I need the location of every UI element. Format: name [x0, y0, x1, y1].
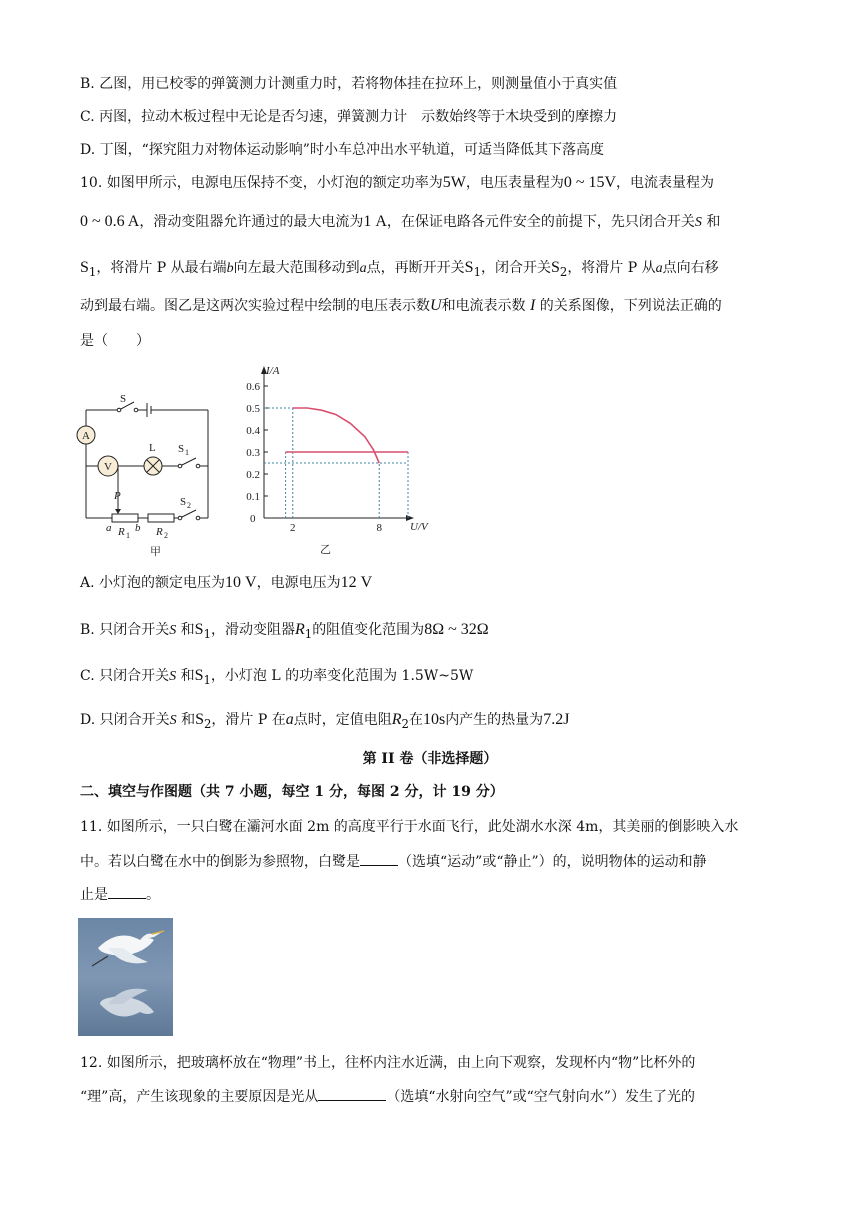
q12-line1: 12. 如图所示，把玻璃杯放在“物理”书上，往杯内注水近满，由上向下观察，发现杯内“物”比杯外的: [80, 1055, 696, 1071]
y-tick-label: 0.5: [246, 403, 260, 415]
egret-photo: [78, 918, 173, 1036]
x-tick-label: 2: [290, 522, 296, 534]
label-r2-sub: 2: [164, 531, 168, 540]
circuit-caption: 甲: [150, 545, 161, 558]
q10-line3: $S_1$，将滑片 P 从最右端b向左最大范围移动到a点，再断开开关$S_1$，闭合开关$S_2$，将滑片 P 从a点向右移: [80, 259, 719, 279]
answer-blank[interactable]: [360, 852, 398, 866]
y-axis-label: I/A: [266, 365, 280, 377]
q10-line5: 是（ ）: [80, 333, 150, 349]
q9-option-b: B. 乙图，用已校零的弹簧测力计测重力时，若将物体挂在拉环上，则测量值小于真实值: [80, 76, 618, 92]
label-s1-sub: 1: [185, 448, 189, 457]
q10-line2: 0 ~ 0.6 A，滑动变阻器允许通过的最大电流为1 A，在保证电路各元件安全的前提下，先只闭合开关S 和: [80, 213, 721, 230]
y-tick-label: 0.2: [246, 469, 260, 481]
y-tick-label: 0.6: [246, 381, 260, 393]
label-s2-sub: 2: [187, 501, 191, 510]
q10-line1: 10. 如图甲所示，电源电压保持不变，小灯泡的额定功率为5W，电压表量程为0 ~ 15V，电流表量程为: [80, 174, 715, 191]
q9-option-d: D. 丁图，“探究阻力对物体运动影响”时小车总冲出水平轨道，可适当降低其下落高度: [80, 142, 604, 158]
label-a: a: [106, 522, 112, 534]
label-s1: S: [178, 443, 185, 455]
lamp-curve: [293, 408, 379, 463]
q11-line2: 中。若以白鹭在水中的倒影为参照物，白鹭是 （选填“运动”或“静止”）的，说明物体的运动和静: [80, 854, 707, 870]
origin-label: 0: [250, 513, 256, 525]
label-p: P: [114, 490, 121, 502]
q10-line4: 动到最右端。图乙是这两次实验过程中绘制的电压表示数U和电流表示数 I 的关系图像，下列说法正确的: [80, 297, 722, 314]
y-tick-label: 0.3: [246, 447, 260, 459]
q10-option-b: B. 只闭合开关S 和$S_1$，滑动变阻器$R_1$的阻值变化范围为8Ω ~ 32Ω: [80, 621, 489, 641]
x-axis-label: U/V: [410, 521, 428, 533]
x-tick-label: 8: [376, 522, 382, 534]
label-b: b: [135, 522, 141, 534]
y-tick-label: 0.4: [246, 425, 260, 437]
section-title: 第 II 卷（非选择题）: [362, 751, 498, 767]
q11-line3: 止是 。: [80, 887, 160, 903]
graph-caption: 乙: [320, 543, 331, 556]
q12-line2: “理”高，产生该现象的主要原因是光从 （选填“水射向空气”或“空气射向水”）发生了光的: [80, 1089, 695, 1105]
section2-heading: 二、填空与作图题（共 7 小题，每空 1 分，每图 2 分，计 19 分）: [80, 784, 504, 800]
answer-blank[interactable]: [318, 1087, 386, 1101]
label-s2: S: [180, 496, 187, 508]
q10-option-a: A. 小灯泡的额定电压为10 V，电源电压为12 V: [80, 574, 373, 591]
answer-blank[interactable]: [108, 885, 146, 899]
voltmeter-label: V: [104, 461, 112, 473]
q11-line1: 11. 如图所示，一只白鹭在灞河水面 2m 的高度平行于水面飞行，此处湖水水深 4m，其美丽的倒影映入水: [80, 819, 739, 835]
ammeter-label: A: [82, 430, 90, 442]
label-r1-sub: 1: [126, 531, 130, 540]
y-tick-label: 0.1: [246, 491, 260, 503]
q9-option-c: C. 丙图，拉动木板过程中无论是否匀速，弹簧测力计 示数始终等于木块受到的摩擦力: [80, 109, 618, 125]
circuit-diagram: [76, 368, 226, 558]
q10-option-c: C. 只闭合开关S 和$S_1$，小灯泡 L 的功率变化范围为 1.5W~5W: [80, 667, 474, 687]
q10-option-d: D. 只闭合开关S 和$S_2$，滑片 P 在a点时，定值电阻$R_2$在10s内产生的热量为7.2J: [80, 711, 570, 731]
label-l: L: [149, 442, 156, 454]
label-r2: R: [156, 526, 163, 538]
label-r1: R: [118, 526, 125, 538]
label-s: S: [120, 393, 127, 405]
iu-graph: [232, 360, 442, 560]
